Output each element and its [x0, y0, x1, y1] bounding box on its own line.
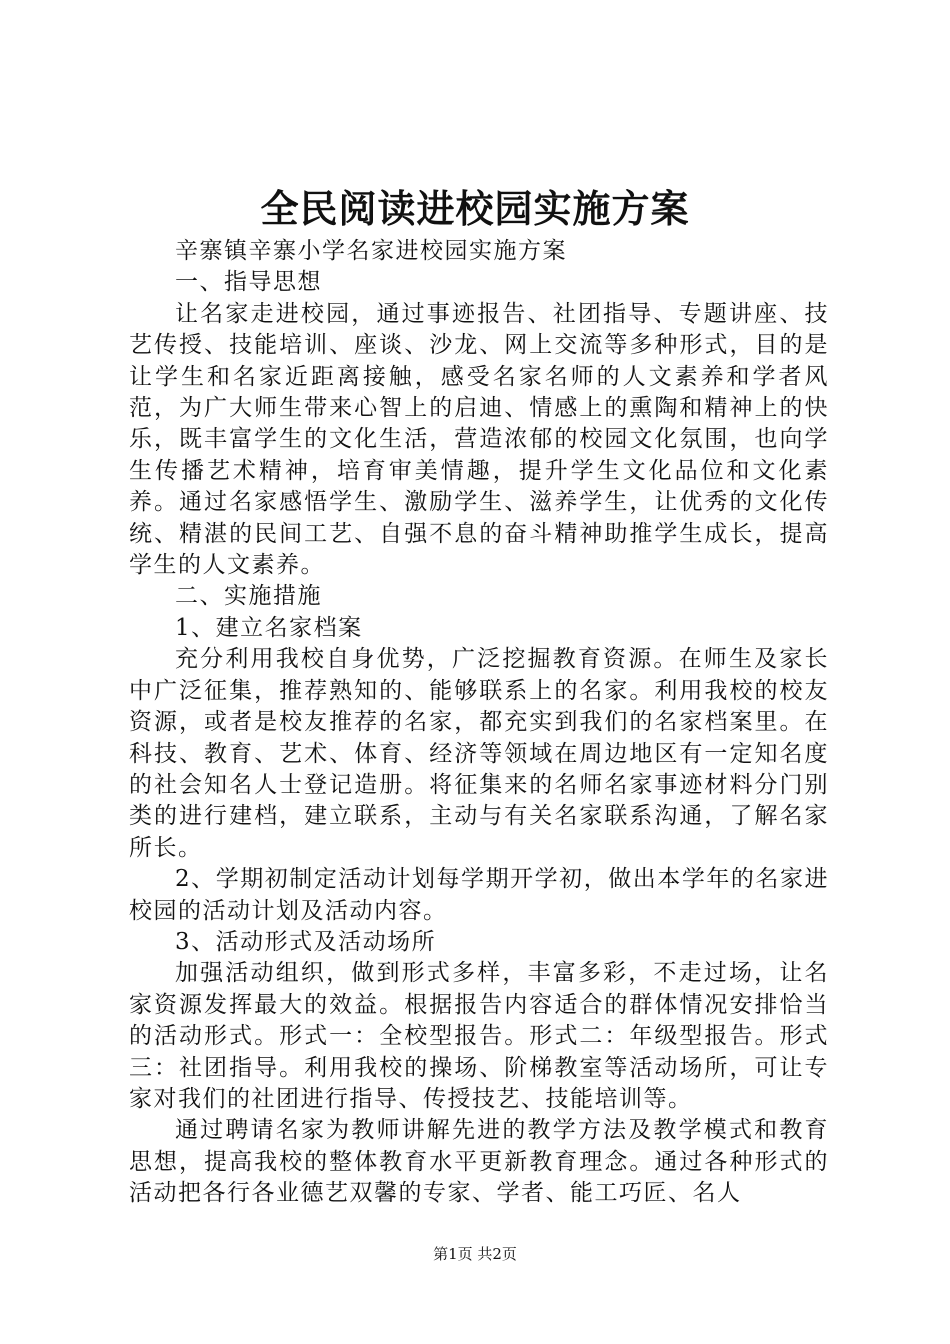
section-heading-guiding-thought: 一、指导思想 — [175, 269, 322, 296]
paragraph: 加强活动组织，做到形式多样，丰富多彩，不走过场，让名家资源发挥最大的效益。根据报告内容适合的群体情况安排恰当的活动形式。形式一：全校型报告。形式二：年级型报告。形式三：社团指导。利用我校的操场、阶梯教室等活动场所，可让专家对我们的社团进行指导、传授技艺、技能培训等。 — [129, 960, 829, 1112]
page-title: 全民阅读进校园实施方案 — [260, 186, 690, 231]
paragraph: 让名家走进校园，通过事迹报告、社团指导、专题讲座、技艺传授、技能培训、座谈、沙龙、网上交流等多种形式，目的是让学生和名家近距离接触，感受名家名师的人文素养和学者风范，为广大师生带来心智上的启迪、情感上的熏陶和精神上的快乐，既丰富学生的文化生活，营造浓郁的校园文化氛围，也向学生传播艺术精神，培育审美情趣，提升学生文化品位和文化素养。通过名家感悟学生、激励学生、滋养学生，让优秀的文化传统、精湛的民间工艺、自强不息的奋斗精神助推学生成长，提高学生的人文素养。 — [129, 300, 829, 579]
page-footer: 第1页 共2页 — [433, 1245, 517, 1263]
paragraph: 2、学期初制定活动计划每学期开学初，做出本学年的名家进校园的活动计划及活动内容。 — [129, 866, 829, 924]
document-body — [129, 236, 829, 1210]
subheading-archive: 1、建立名家档案 — [175, 614, 363, 641]
paragraph: 通过聘请名家为教师讲解先进的教学方法及教学模式和教育思想，提高我校的整体教育水平更新教育理念。通过各种形式的活动把各行各业德艺双馨的专家、学者、能工巧匠、名人 — [129, 1117, 829, 1207]
section-heading-measures: 二、实施措施 — [175, 583, 322, 610]
subheading-activity-forms: 3、活动形式及活动场所 — [175, 928, 437, 955]
paragraph-subtitle: 辛寨镇辛寨小学名家进校园实施方案 — [175, 238, 567, 264]
paragraph: 充分利用我校自身优势，广泛挖掘教育资源。在师生及家长中广泛征集，推荐熟知的、能够联系上的名家。利用我校的校友资源，或者是校友推荐的名家，都充实到我们的名家档案里。在科技、教育、艺术、体育、经济等领域在周边地区有一定知名度的社会知名人士登记造册。将征集来的名师名家事迹材料分门别类的进行建档，建立联系，主动与有关名家联系沟通，了解名家所长。 — [129, 646, 829, 861]
